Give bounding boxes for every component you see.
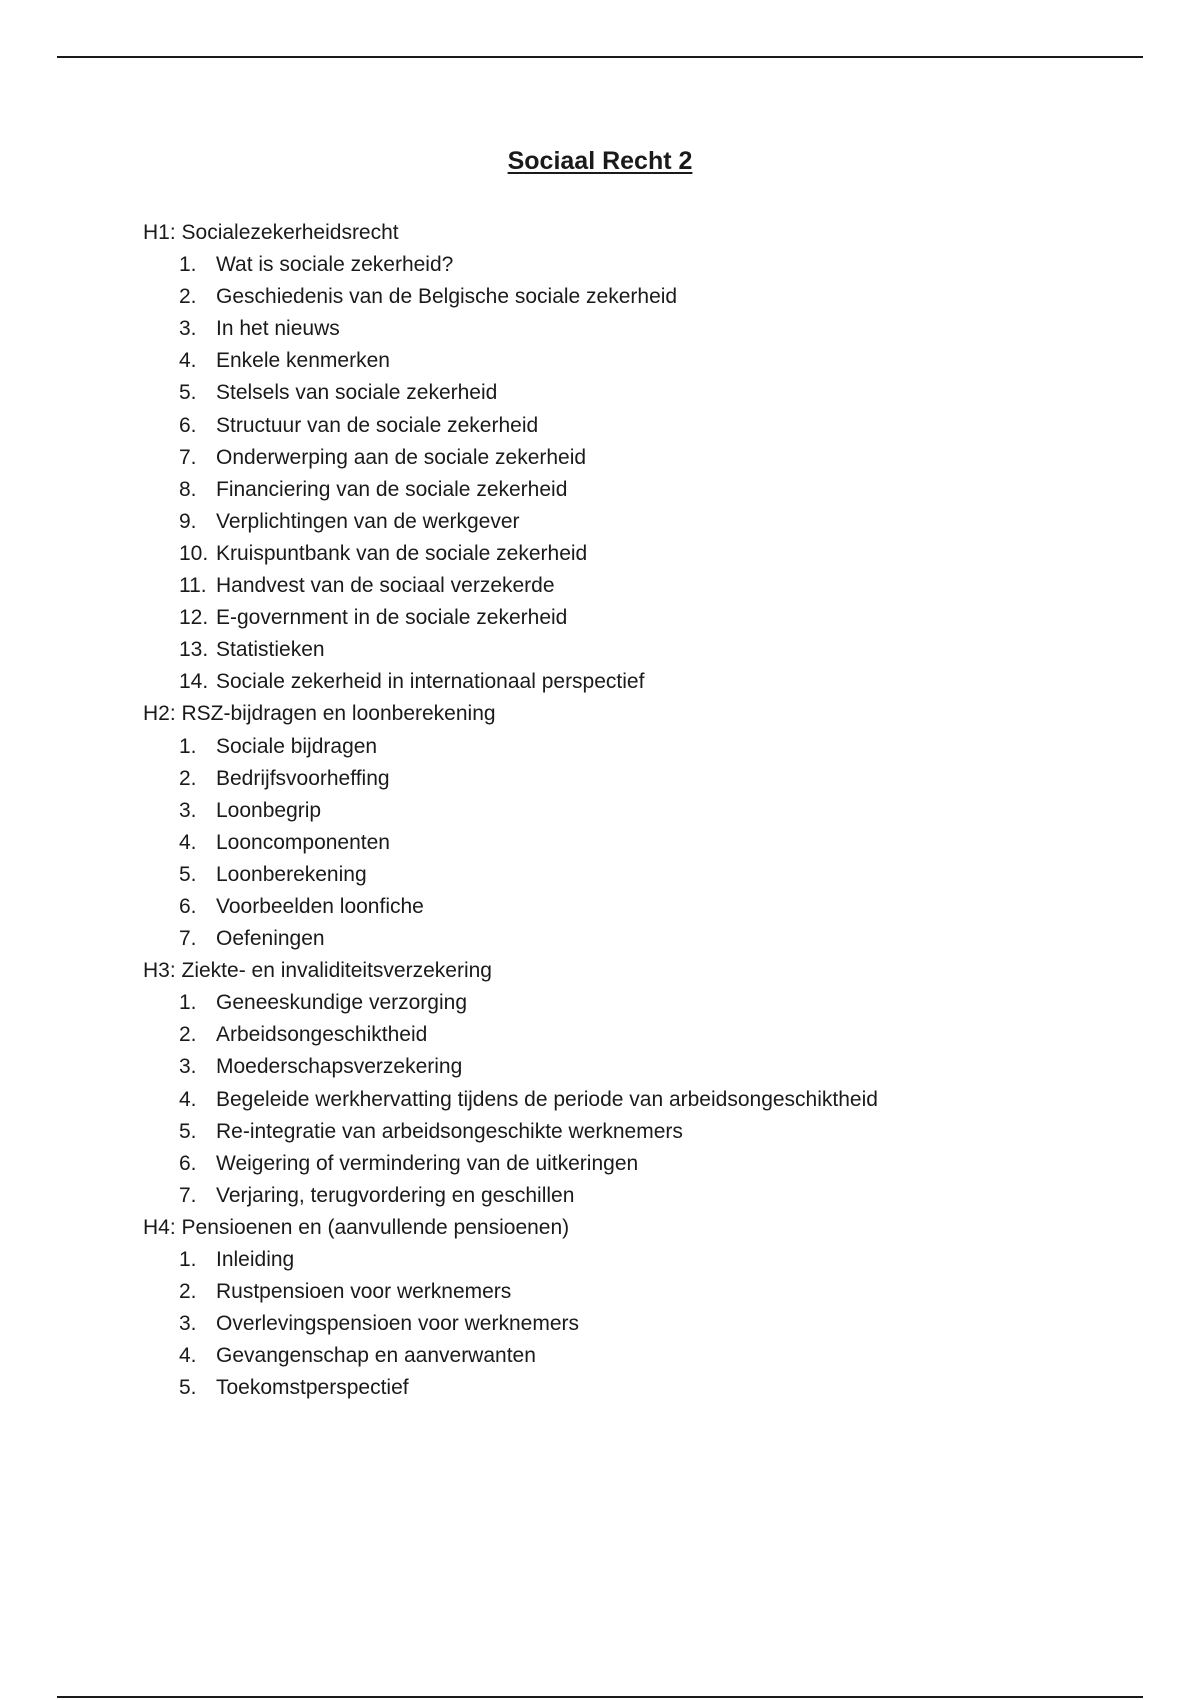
chapter-4 [143,1212,1143,1405]
section-label: Verplichtingen van de werkgever [216,509,520,533]
section-number: 1. [179,1248,197,1271]
section-number: 2. [179,766,197,790]
list-item [143,731,1143,763]
section-label: Rustpensioen voor werknemers [216,1280,512,1304]
section-label: Sociale bijdragen [216,734,378,758]
section-label: Weigering of vermindering van de uitkeringen [216,1151,639,1175]
section-number: 5. [179,1376,197,1400]
list-item [143,763,1143,795]
section-number: 2. [179,1023,197,1047]
section-number: 1. [179,253,197,277]
section-number: 6. [179,894,197,918]
section-label: Looncomponenten [216,830,390,854]
section-label: Begeleide werkhervatting tijdens de periode van arbeidsongeschiktheid [216,1087,878,1111]
section-label: Handvest van de sociaal verzekerde [216,574,555,598]
list-item [143,1276,1143,1308]
section-number: 3. [179,1055,197,1079]
chapter-title: H4: Pensioenen en (aanvullende pensioenen) [143,1215,570,1239]
section-number: 2. [179,1280,197,1304]
section-number: 3. [179,798,197,822]
section-number: 10. [179,541,209,565]
list-item [143,1019,1143,1051]
section-label: Loonbegrip [216,798,322,822]
section-number: 3. [179,317,197,341]
section-label: Overlevingspensioen voor werknemers [216,1312,579,1336]
list-item [143,538,1143,570]
section-number: 1. [179,734,197,758]
section-number: 2. [179,285,197,309]
page-title: Sociaal Recht 2 [507,147,693,175]
list-item [143,795,1143,827]
section-number: 5. [179,381,197,405]
section-list [143,249,1143,698]
section-number: 6. [179,413,197,437]
chapter-title: H2: RSZ-bijdragen en loonberekening [143,702,496,726]
section-list [143,987,1143,1212]
list-item [143,827,1143,859]
section-label: Oefeningen [216,927,325,951]
list-item [143,1148,1143,1180]
list-item [143,859,1143,891]
chapter-title: H1: Socialezekerheidsrecht [143,221,399,244]
list-item [143,570,1143,602]
list-item [143,987,1143,1019]
section-number: 8. [179,477,197,501]
list-item [143,442,1143,474]
section-number: 7. [179,1183,197,1207]
list-item [143,1340,1143,1372]
section-number: 4. [179,1087,197,1111]
list-item [143,1372,1143,1404]
section-label: In het nieuws [216,317,340,341]
section-label: Sociale zekerheid in internationaal perspectief [216,670,645,694]
chapter-title: H3: Ziekte- en invaliditeitsverzekering [143,959,492,983]
section-label: Gevangenschap en aanverwanten [216,1344,536,1368]
section-label: E-government in de sociale zekerheid [216,606,568,630]
section-number: 7. [179,445,197,469]
section-number: 9. [179,509,197,533]
section-label: Loonberekening [216,862,367,886]
list-item [143,891,1143,923]
chapter-1 [143,217,1143,698]
section-label: Enkele kenmerken [216,349,390,373]
section-number: 11. [179,574,207,598]
section-number: 4. [179,349,197,373]
section-label: Moederschapsverzekering [216,1055,463,1079]
list-item [143,602,1143,634]
section-number: 4. [179,830,197,854]
table-of-contents [143,217,1143,1404]
section-number: 6. [179,1151,197,1175]
section-label: Statistieken [216,638,325,662]
section-label: Toekomstperspectief [216,1376,409,1400]
list-item [143,474,1143,506]
section-number: 12. [179,606,209,630]
list-item [143,1051,1143,1083]
section-number: 5. [179,1119,197,1143]
section-label: Wat is sociale zekerheid? [216,253,454,277]
section-label: Re-integratie van arbeidsongeschikte werknemers [216,1119,683,1143]
page-top-rule [57,56,1143,58]
section-number: 14. [179,670,209,694]
chapter-2 [143,698,1143,955]
section-label: Voorbeelden loonfiche [216,894,424,918]
section-label: Stelsels van sociale zekerheid [216,381,498,405]
section-label: Financiering van de sociale zekerheid [216,477,568,501]
section-label: Bedrijfsvoorheffing [216,766,390,790]
list-item [143,1084,1143,1116]
section-number: 3. [179,1312,197,1336]
section-number: 5. [179,862,197,886]
section-label: Structuur van de sociale zekerheid [216,413,539,437]
section-number: 1. [179,991,197,1015]
list-item [143,634,1143,666]
section-list [143,1244,1143,1404]
section-label: Kruispuntbank van de sociale zekerheid [216,541,588,565]
list-item [143,1116,1143,1148]
chapter-3 [143,955,1143,1212]
list-item [143,1180,1143,1212]
section-number: 4. [179,1344,197,1368]
section-label: Verjaring, terugvordering en geschillen [216,1183,575,1207]
section-number: 13. [179,638,209,662]
section-number: 7. [179,927,197,951]
list-item [143,281,1143,313]
section-label: Onderwerping aan de sociale zekerheid [216,445,587,469]
list-item [143,666,1143,698]
section-label: Arbeidsongeschiktheid [216,1023,428,1047]
list-item [143,249,1143,281]
list-item [143,410,1143,442]
list-item [143,377,1143,409]
list-item [143,923,1143,955]
page-bottom-rule [57,1696,1143,1698]
section-list [143,731,1143,956]
list-item [143,506,1143,538]
list-item [143,1244,1143,1276]
section-label: Inleiding [216,1248,295,1271]
section-label: Geschiedenis van de Belgische sociale zekerheid [216,285,678,309]
list-item [143,313,1143,345]
list-item [143,345,1143,377]
list-item [143,1308,1143,1340]
section-label: Geneeskundige verzorging [216,991,467,1015]
